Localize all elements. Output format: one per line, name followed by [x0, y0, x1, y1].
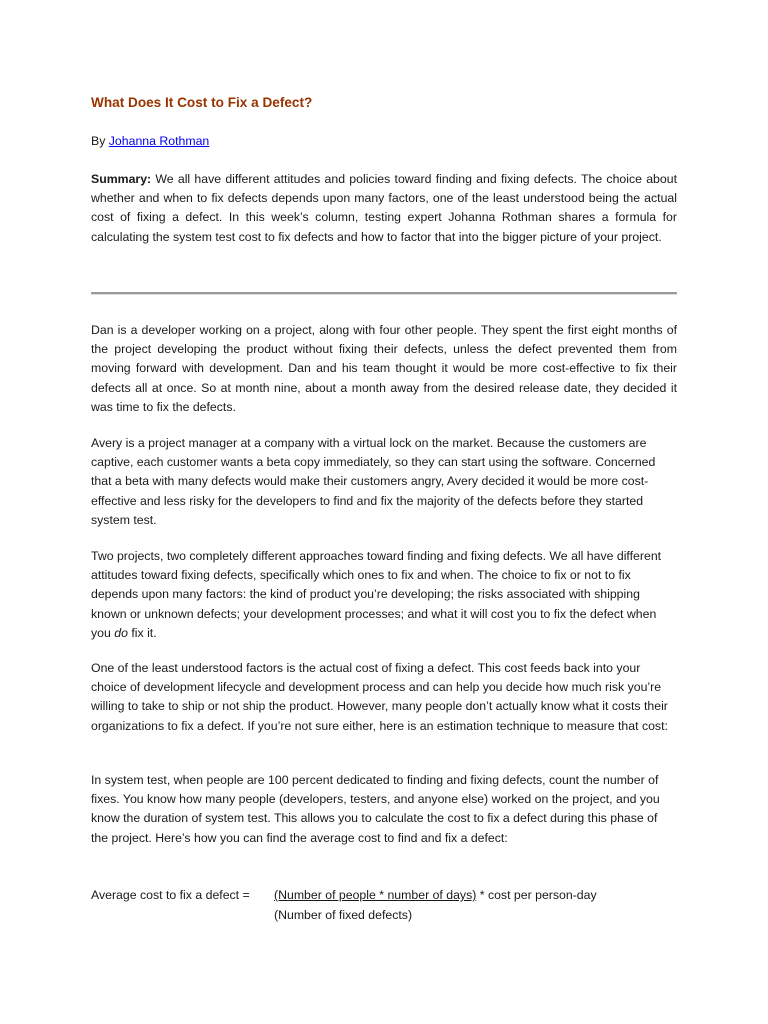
paragraph-two-projects-text: Two projects, two completely different approaches toward finding and fixing defects. We all have different attitudes toward fixing defects, specifically which ones to fix and when. The choice to fix or not to fix depends upon many factors: the kind of product you’re developing; the risks associated with shipping known or unknown defects; your development processes; and what it will cost you to fix the defect when you	[91, 549, 662, 640]
horizontal-rule	[91, 292, 677, 295]
summary-label: Summary:	[91, 172, 152, 186]
formula-numerator-line	[274, 885, 597, 905]
formula-label: Average cost to fix a defect =	[91, 888, 250, 902]
summary	[91, 170, 677, 247]
byline	[91, 134, 209, 149]
paragraph-system-test: In system test, when people are 100 percent dedicated to finding and fixing defects, count the number of fixes. You know how many people (developers, testers, and anyone else) worked on the project, and you know the duration of system test. This allows you to calculate the cost to fix a defect during this phase of the project. Here’s how you can find the average cost to find and fix a defect:	[91, 773, 660, 845]
paragraph-two-projects-end: fix it.	[127, 625, 157, 640]
paragraph-dan: Dan is a developer working on a project, along with four other people. They spent the first eight months of the project developing the product without fixing their defects, unless the defect prevented them from moving forward with development. Dan and his team thought it would be more cost-effective to fix their defects all at once. So at month nine, about a month away from the desired release date, they decided it was time to fix the defects.	[91, 323, 677, 414]
summary-text: We all have different attitudes and policies toward finding and fixing defects. The choice about whether and when to fix defects depends upon many factors, one of the least understood being the actual cost of fixing a defect. In this week’s column, testing expert Johanna Rothman shares a formula for calculating the system test cost to fix defects and how to factor that into the bigger picture of your project.	[91, 172, 677, 244]
article-title: What Does It Cost to Fix a Defect?	[91, 95, 313, 110]
paragraph-least-understood: One of the least understood factors is the actual cost of fixing a defect. This cost feeds back into your choice of development lifecycle and development process and can help you decide how much risk you’re willing to take to ship or not ship the product. However, many people don’t actually know what it costs their organizations to fix a defect. If you’re not sure either, here is an estimation technique to measure that cost:	[91, 661, 668, 733]
author-link[interactable]: Johanna Rothman	[108, 134, 210, 148]
byline-prefix: By	[91, 134, 109, 148]
paragraph-two-projects	[91, 547, 677, 643]
formula-denominator: (Number of fixed defects)	[274, 908, 413, 922]
emphasis-do: do	[114, 625, 128, 640]
paragraph-avery: Avery is a project manager at a company with a virtual lock on the market. Because the customers are captive, each customer wants a beta copy immediately, so they can start using the software. Concerned that a beta with many defects would make their customers angry, Avery decided it would be more cost-effective and less risky for the developers to find and fix the majority of the defects before they started system test.	[91, 436, 656, 527]
formula-numerator: (Number of people * number of days)	[274, 888, 477, 902]
formula-multiplier: * cost per person-day	[476, 888, 597, 902]
